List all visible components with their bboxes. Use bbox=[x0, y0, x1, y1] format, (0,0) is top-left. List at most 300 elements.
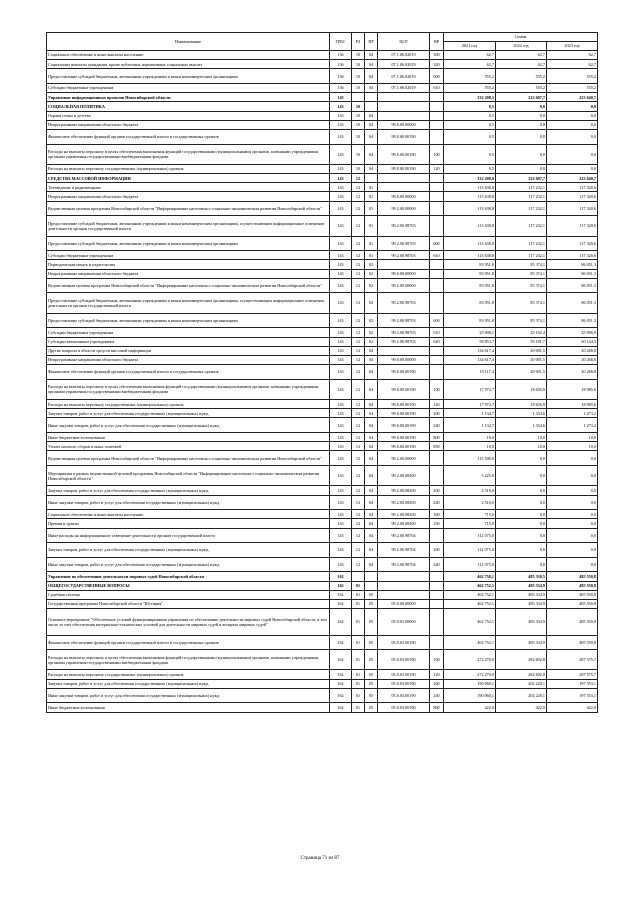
amount-2023-cell: 197 553,1 bbox=[547, 679, 598, 688]
csr-cell: 99.0.00.00190 bbox=[378, 164, 430, 173]
row-name-cell: Предоставление субсидий бюджетным, автономным учреждениям и иным некоммерческим организациям bbox=[47, 236, 330, 251]
rz-cell: 01 bbox=[352, 703, 365, 712]
amount-2023-cell: 485 550,8 bbox=[547, 581, 598, 590]
vr-cell bbox=[430, 581, 444, 590]
amount-2023-cell: 86 051,3 bbox=[547, 278, 598, 293]
amount-2021-cell: 10,0 bbox=[444, 433, 496, 442]
row-name-cell: Государственная программа Новосибирской области "Юстиция" bbox=[47, 599, 330, 608]
amount-2022-cell: 117 232,1 bbox=[496, 251, 547, 260]
csr-cell: 99.0.00.00000 bbox=[378, 120, 430, 129]
vr-cell bbox=[430, 635, 444, 650]
amount-2022-cell: 202 220,1 bbox=[496, 679, 547, 688]
amount-2022-cell: 485 334,9 bbox=[496, 590, 547, 599]
csr-cell bbox=[378, 93, 430, 102]
rz-cell: 12 bbox=[352, 183, 365, 192]
row-name-cell: Ведомственная целевая программа Новосибирской области "Информирование населения о социально-экономическом развитии Новосибирской области" bbox=[47, 201, 330, 216]
vr-cell bbox=[430, 183, 444, 192]
amount-2022-cell: 0,0 bbox=[496, 466, 547, 486]
amount-2021-cell: 2 510,0 bbox=[444, 486, 496, 495]
amount-2021-cell: 332 208,0 bbox=[444, 174, 496, 183]
grbs-cell: 143 bbox=[330, 355, 352, 364]
pr-cell: 02 bbox=[365, 313, 378, 328]
amount-2022-cell: 0,0 bbox=[496, 451, 547, 466]
amount-2022-cell: 18 656,9 bbox=[496, 400, 547, 409]
amount-2023-cell: 1 273,2 bbox=[547, 418, 598, 433]
pr-cell: 05 bbox=[365, 703, 378, 712]
rz-cell: 10 bbox=[352, 111, 365, 120]
amount-2023-cell: 223 640,7 bbox=[547, 174, 598, 183]
vr-cell bbox=[430, 111, 444, 120]
rz-cell: 12 bbox=[352, 543, 365, 558]
amount-2022-cell: 85 374,1 bbox=[496, 278, 547, 293]
csr-cell: 05.0.03.00190 bbox=[378, 703, 430, 712]
vr-cell: 120 bbox=[430, 400, 444, 409]
row-name-cell: Иные закупки товаров, работ и услуг для обеспечения государственных (муниципальных) нужд bbox=[47, 495, 330, 510]
vr-cell: 600 bbox=[430, 236, 444, 251]
csr-cell: 99.2.00.98704 bbox=[378, 557, 430, 572]
rz-cell: 12 bbox=[352, 337, 365, 346]
amount-2021-cell: 555,2 bbox=[444, 83, 496, 92]
row-name-cell: Мероприятия в рамках ведомственной целевой программы Новосибирской области "Информирование населения о социально-экономическом развитии Новосибирской области" bbox=[47, 466, 330, 486]
amount-2021-cell: 113 638,8 bbox=[444, 251, 496, 260]
csr-cell bbox=[378, 260, 430, 269]
row-name-cell: Субсидии бюджетным учреждениям bbox=[47, 83, 330, 92]
table-row bbox=[47, 328, 598, 337]
csr-cell: 05.0.03.00190 bbox=[378, 688, 430, 703]
row-name-cell: ОБЩЕГОСУДАРСТВЕННЫЕ ВОПРОСЫ bbox=[47, 581, 330, 590]
pr-cell: 04 bbox=[365, 486, 378, 495]
row-name-cell: Расходы на выплаты персоналу в целях обеспечения выполнения функций государственными (муниципальными) органами, казенными учреждениями, органами управления государственными внебюджетными фондами bbox=[47, 379, 330, 399]
table-row bbox=[47, 192, 598, 201]
pr-cell: 04 bbox=[365, 51, 378, 60]
grbs-cell: 143 bbox=[330, 543, 352, 558]
amount-2022-cell: 18 656,9 bbox=[496, 379, 547, 399]
amount-2021-cell: 462 752,1 bbox=[444, 609, 496, 635]
header-year-2023: 2023 год bbox=[547, 42, 598, 51]
pr-cell: 05 bbox=[365, 650, 378, 670]
amount-2022-cell: 1 334,6 bbox=[496, 409, 547, 418]
csr-cell: 99.2.00.00000 bbox=[378, 201, 430, 216]
amount-2023-cell: 86 051,3 bbox=[547, 313, 598, 328]
grbs-cell: 143 bbox=[330, 451, 352, 466]
amount-2021-cell: 1 134,7 bbox=[444, 409, 496, 418]
grbs-cell: 143 bbox=[330, 557, 352, 572]
grbs-cell: 143 bbox=[330, 269, 352, 278]
row-name-cell: Иные бюджетные ассигнования bbox=[47, 703, 330, 712]
grbs-cell: 143 bbox=[330, 293, 352, 313]
table-row bbox=[47, 60, 598, 69]
amount-2023-cell: 25 906,9 bbox=[547, 328, 598, 337]
row-name-cell: Иные закупки товаров, работ и услуг для обеспечения государственных (муниципальных) нужд bbox=[47, 418, 330, 433]
amount-2023-cell: 0,0 bbox=[547, 519, 598, 528]
pr-cell: 04 bbox=[365, 418, 378, 433]
pr-cell: 05 bbox=[365, 599, 378, 608]
grbs-cell: 143 bbox=[330, 216, 352, 236]
pr-cell: 04 bbox=[365, 433, 378, 442]
rz-cell: 12 bbox=[352, 528, 365, 543]
amount-2023-cell: 287 575,7 bbox=[547, 650, 598, 670]
grbs-cell: 143 bbox=[330, 144, 352, 164]
vr-cell bbox=[430, 201, 444, 216]
csr-cell: 05.0.03.00000 bbox=[378, 609, 430, 635]
pr-cell: 04 bbox=[365, 60, 378, 69]
rz-cell: 10 bbox=[352, 83, 365, 92]
amount-2023-cell: 117 320,6 bbox=[547, 236, 598, 251]
csr-cell: 99.2.00.00000 bbox=[378, 278, 430, 293]
amount-2021-cell: 0,5 bbox=[444, 164, 496, 173]
table-row bbox=[47, 120, 598, 129]
amount-2023-cell: 60 144,5 bbox=[547, 337, 598, 346]
rz-cell: 10 bbox=[352, 144, 365, 164]
row-name-cell: Финансовое обеспечение функций органов государственной власти и государственных органов bbox=[47, 129, 330, 144]
header-year-2022: 2022 год bbox=[496, 42, 547, 51]
rz-cell: 12 bbox=[352, 269, 365, 278]
amount-2023-cell: 20 268,8 bbox=[547, 365, 598, 380]
pr-cell: 04 bbox=[365, 129, 378, 144]
pr-cell: 04 bbox=[365, 346, 378, 355]
row-name-cell: Социальное обеспечение и иные выплаты населению bbox=[47, 51, 330, 60]
amount-2022-cell: 0,0 bbox=[496, 129, 547, 144]
csr-cell: 99.0.00.00190 bbox=[378, 400, 430, 409]
csr-cell: 07.1.06.02019 bbox=[378, 60, 430, 69]
rz-cell: 12 bbox=[352, 365, 365, 380]
table-row bbox=[47, 590, 598, 599]
csr-cell: 99.2.00.08200 bbox=[378, 519, 430, 528]
amount-2021-cell: 112 075,0 bbox=[444, 557, 496, 572]
header-name: Наименование bbox=[47, 33, 330, 51]
amount-2022-cell: 20 001,5 bbox=[496, 365, 547, 380]
csr-cell bbox=[378, 346, 430, 355]
row-name-cell: Социальное обеспечение и иные выплаты населению bbox=[47, 510, 330, 519]
csr-cell: 07.1.06.02019 bbox=[378, 83, 430, 92]
rz-cell: 12 bbox=[352, 236, 365, 251]
amount-2023-cell: 0,0 bbox=[547, 144, 598, 164]
table-row bbox=[47, 346, 598, 355]
amount-2022-cell: 117 232,1 bbox=[496, 183, 547, 192]
amount-2021-cell: 112 075,0 bbox=[444, 543, 496, 558]
amount-2022-cell: 485 334,9 bbox=[496, 609, 547, 635]
pr-cell: 04 bbox=[365, 519, 378, 528]
grbs-cell: 143 bbox=[330, 102, 352, 111]
vr-cell: 120 bbox=[430, 164, 444, 173]
amount-2023-cell: 20 268,8 bbox=[547, 355, 598, 364]
vr-cell bbox=[430, 93, 444, 102]
grbs-cell: 143 bbox=[330, 442, 352, 451]
csr-cell: 99.0.00.00190 bbox=[378, 379, 430, 399]
amount-2022-cell: 85 374,1 bbox=[496, 293, 547, 313]
vr-cell bbox=[430, 216, 444, 236]
amount-2022-cell: 0,0 bbox=[496, 120, 547, 129]
amount-2023-cell: 0,0 bbox=[547, 451, 598, 466]
csr-cell: 05.0.03.00190 bbox=[378, 670, 430, 679]
vr-cell: 850 bbox=[430, 442, 444, 451]
table-row bbox=[47, 51, 598, 60]
grbs-cell: 162 bbox=[330, 679, 352, 688]
rz-cell: 01 bbox=[352, 590, 365, 599]
amount-2022-cell: 222 607,7 bbox=[496, 93, 547, 102]
amount-2023-cell: 1 273,2 bbox=[547, 409, 598, 418]
pr-cell: 01 bbox=[365, 236, 378, 251]
table-row bbox=[47, 201, 598, 216]
amount-2023-cell: 485 550,8 bbox=[547, 609, 598, 635]
table-row bbox=[47, 111, 598, 120]
amount-2021-cell: 10,0 bbox=[444, 442, 496, 451]
pr-cell bbox=[365, 102, 378, 111]
grbs-cell: 143 bbox=[330, 519, 352, 528]
header-csr: ЦСР bbox=[378, 33, 430, 51]
amount-2022-cell: 0,0 bbox=[496, 111, 547, 120]
rz-cell: 12 bbox=[352, 433, 365, 442]
grbs-cell: 143 bbox=[330, 466, 352, 486]
vr-cell: 620 bbox=[430, 337, 444, 346]
amount-2022-cell: 555,2 bbox=[496, 83, 547, 92]
vr-cell: 200 bbox=[430, 409, 444, 418]
table-row bbox=[47, 650, 598, 670]
pr-cell: 04 bbox=[365, 543, 378, 558]
pr-cell: 02 bbox=[365, 293, 378, 313]
pr-cell: 05 bbox=[365, 670, 378, 679]
table-row bbox=[47, 93, 598, 102]
amount-2021-cell: 134 617,4 bbox=[444, 355, 496, 364]
amount-2021-cell: 83 951,8 bbox=[444, 293, 496, 313]
grbs-cell: 143 bbox=[330, 120, 352, 129]
table-row bbox=[47, 688, 598, 703]
vr-cell bbox=[430, 269, 444, 278]
grbs-cell: 136 bbox=[330, 69, 352, 84]
vr-cell: 240 bbox=[430, 557, 444, 572]
amount-2021-cell: 715,0 bbox=[444, 510, 496, 519]
pr-cell: 04 bbox=[365, 528, 378, 543]
pr-cell: 04 bbox=[365, 164, 378, 173]
csr-cell bbox=[378, 572, 430, 581]
table-header bbox=[47, 33, 598, 51]
amount-2022-cell: 485 334,9 bbox=[496, 581, 547, 590]
row-name-cell: Непрограммные направления областного бюджета bbox=[47, 269, 330, 278]
row-name-cell: Основное мероприятие "Обеспечение условий функционирования управления по обеспечению деятельности мировых судей Новосибирской области, в том числе за счет обеспечения материально-технических условий для деятельности мировых судей и аппарата мировых судей" bbox=[47, 609, 330, 635]
table-row bbox=[47, 269, 598, 278]
csr-cell: 99.0.00.00000 bbox=[378, 192, 430, 201]
grbs-cell: 143 bbox=[330, 278, 352, 293]
pr-cell bbox=[365, 572, 378, 581]
amount-2023-cell: 485 550,8 bbox=[547, 635, 598, 650]
amount-2021-cell: 272 270,0 bbox=[444, 670, 496, 679]
row-name-cell: Другие вопросы в области средств массовой информации bbox=[47, 346, 330, 355]
row-name-cell: Иные закупки товаров, работ и услуг для обеспечения государственных (муниципальных) нужд bbox=[47, 557, 330, 572]
grbs-cell: 143 bbox=[330, 129, 352, 144]
amount-2021-cell: 332 208,5 bbox=[444, 93, 496, 102]
grbs-cell: 143 bbox=[330, 164, 352, 173]
rz-cell: 12 bbox=[352, 557, 365, 572]
row-name-cell: Премии и гранты bbox=[47, 519, 330, 528]
pr-cell: 01 bbox=[365, 251, 378, 260]
rz-cell: 12 bbox=[352, 355, 365, 364]
row-name-cell: Закупка товаров, работ и услуг для обеспечения государственных (муниципальных) нужд bbox=[47, 409, 330, 418]
amount-2021-cell: 25 098,1 bbox=[444, 328, 496, 337]
pr-cell: 01 bbox=[365, 201, 378, 216]
amount-2023-cell: 0,0 bbox=[547, 102, 598, 111]
vr-cell: 300 bbox=[430, 51, 444, 60]
amount-2022-cell: 117 232,1 bbox=[496, 216, 547, 236]
vr-cell: 800 bbox=[430, 433, 444, 442]
pr-cell: 04 bbox=[365, 466, 378, 486]
csr-cell bbox=[378, 174, 430, 183]
grbs-cell: 143 bbox=[330, 433, 352, 442]
amount-2022-cell: 0,0 bbox=[496, 543, 547, 558]
rz-cell: 12 bbox=[352, 442, 365, 451]
table-row bbox=[47, 293, 598, 313]
rz-cell: 12 bbox=[352, 451, 365, 466]
grbs-cell: 136 bbox=[330, 83, 352, 92]
vr-cell bbox=[430, 572, 444, 581]
pr-cell: 04 bbox=[365, 442, 378, 451]
amount-2023-cell: 0,0 bbox=[547, 557, 598, 572]
vr-cell: 120 bbox=[430, 670, 444, 679]
grbs-cell: 143 bbox=[330, 510, 352, 519]
amount-2023-cell: 485 550,8 bbox=[547, 572, 598, 581]
csr-cell: 99.0.00.00000 bbox=[378, 355, 430, 364]
pr-cell: 04 bbox=[365, 120, 378, 129]
rz-cell: 01 bbox=[352, 599, 365, 608]
rz-cell: 10 bbox=[352, 120, 365, 129]
table-row bbox=[47, 433, 598, 442]
amount-2022-cell: 10,0 bbox=[496, 433, 547, 442]
vr-cell bbox=[430, 129, 444, 144]
amount-2021-cell: 83 951,8 bbox=[444, 260, 496, 269]
pr-cell bbox=[365, 581, 378, 590]
csr-cell: 99.0.00.00190 bbox=[378, 365, 430, 380]
row-name-cell: Управление по обеспечению деятельности мировых судей Новосибирской области bbox=[47, 572, 330, 581]
pr-cell: 04 bbox=[365, 409, 378, 418]
amount-2022-cell: 0,0 bbox=[496, 164, 547, 173]
csr-cell: 05.0.03.00190 bbox=[378, 650, 430, 670]
row-name-cell: Финансовое обеспечение функций органов государственной власти и государственных органов bbox=[47, 635, 330, 650]
vr-cell: 350 bbox=[430, 519, 444, 528]
amount-2021-cell: 0,5 bbox=[444, 144, 496, 164]
grbs-cell: 162 bbox=[330, 581, 352, 590]
rz-cell: 10 bbox=[352, 164, 365, 173]
csr-cell: 99.2.00.98703 bbox=[378, 337, 430, 346]
amount-2023-cell: 0,0 bbox=[547, 111, 598, 120]
table-row bbox=[47, 365, 598, 380]
amount-2022-cell: 117 232,1 bbox=[496, 192, 547, 201]
grbs-cell: 143 bbox=[330, 528, 352, 543]
vr-cell: 300 bbox=[430, 510, 444, 519]
amount-2021-cell: 2 510,0 bbox=[444, 495, 496, 510]
grbs-cell: 162 bbox=[330, 609, 352, 635]
amount-2023-cell: 117 320,6 bbox=[547, 251, 598, 260]
vr-cell bbox=[430, 365, 444, 380]
amount-2022-cell: 117 232,1 bbox=[496, 236, 547, 251]
grbs-cell: 143 bbox=[330, 418, 352, 433]
amount-2023-cell: 223 640,7 bbox=[547, 93, 598, 102]
amount-2023-cell: 117 320,6 bbox=[547, 192, 598, 201]
grbs-cell: 143 bbox=[330, 379, 352, 399]
grbs-cell: 162 bbox=[330, 688, 352, 703]
table-row bbox=[47, 495, 598, 510]
grbs-cell: 143 bbox=[330, 236, 352, 251]
budget-table bbox=[46, 32, 598, 713]
grbs-cell: 143 bbox=[330, 313, 352, 328]
vr-cell bbox=[430, 528, 444, 543]
table-row bbox=[47, 102, 598, 111]
csr-cell: 99.2.00.98703 bbox=[378, 313, 430, 328]
table-row bbox=[47, 451, 598, 466]
pr-cell: 02 bbox=[365, 269, 378, 278]
vr-cell bbox=[430, 293, 444, 313]
csr-cell: 05.0.00.00000 bbox=[378, 599, 430, 608]
rz-cell: 12 bbox=[352, 379, 365, 399]
pr-cell: 04 bbox=[365, 557, 378, 572]
amount-2023-cell: 422,0 bbox=[547, 703, 598, 712]
pr-cell: 01 bbox=[365, 192, 378, 201]
csr-cell: 99.2.00.08200 bbox=[378, 486, 430, 495]
grbs-cell: 162 bbox=[330, 599, 352, 608]
row-name-cell: Ведомственная целевая программа Новосибирской области "Информирование населения о социально-экономическом развитии Новосибирской области" bbox=[47, 451, 330, 466]
amount-2022-cell: 85 374,1 bbox=[496, 269, 547, 278]
amount-2022-cell: 20 001,5 bbox=[496, 355, 547, 364]
row-name-cell: Расходы на выплаты персоналу в целях обеспечения выполнения функций государственными (муниципальными) органами, казенными учреждениями, органами управления государственными внебюджетными фондами bbox=[47, 144, 330, 164]
amount-2022-cell: 0,0 bbox=[496, 486, 547, 495]
pr-cell: 01 bbox=[365, 216, 378, 236]
vr-cell bbox=[430, 599, 444, 608]
pr-cell: 04 bbox=[365, 69, 378, 84]
csr-cell bbox=[378, 581, 430, 590]
amount-2021-cell: 58 853,7 bbox=[444, 337, 496, 346]
amount-2021-cell: 62,7 bbox=[444, 60, 496, 69]
row-name-cell: Ведомственная целевая программа Новосибирской области "Информирование населения о социально-экономическом развитии Новосибирской области" bbox=[47, 278, 330, 293]
csr-cell bbox=[378, 111, 430, 120]
amount-2021-cell: 113 638,8 bbox=[444, 183, 496, 192]
amount-2021-cell: 83 951,8 bbox=[444, 269, 496, 278]
vr-cell: 320 bbox=[430, 60, 444, 69]
amount-2022-cell: 282 692,8 bbox=[496, 670, 547, 679]
amount-2023-cell: 20 268,8 bbox=[547, 346, 598, 355]
grbs-cell: 162 bbox=[330, 590, 352, 599]
amount-2022-cell: 0,0 bbox=[496, 102, 547, 111]
header-sum: Сумма bbox=[444, 33, 598, 42]
amount-2021-cell: 83 951,8 bbox=[444, 313, 496, 328]
pr-cell: 05 bbox=[365, 590, 378, 599]
csr-cell: 99.2.00.98703 bbox=[378, 216, 430, 236]
rz-cell: 12 bbox=[352, 519, 365, 528]
amount-2021-cell: 462 752,1 bbox=[444, 599, 496, 608]
grbs-cell: 143 bbox=[330, 174, 352, 183]
rz-cell: 01 bbox=[352, 650, 365, 670]
pr-cell: 04 bbox=[365, 379, 378, 399]
row-name-cell: Расходы на выплаты персоналу государственных (муниципальных) органов bbox=[47, 670, 330, 679]
csr-cell: 99.2.00.08200 bbox=[378, 466, 430, 486]
table-row bbox=[47, 486, 598, 495]
table-row bbox=[47, 400, 598, 409]
amount-2021-cell: 115 500,0 bbox=[444, 451, 496, 466]
csr-cell: 99.2.00.98703 bbox=[378, 328, 430, 337]
pr-cell: 04 bbox=[365, 495, 378, 510]
row-name-cell: Расходы на выплаты персоналу государственных (муниципальных) органов bbox=[47, 164, 330, 173]
grbs-cell: 162 bbox=[330, 650, 352, 670]
table-row bbox=[47, 216, 598, 236]
table-row bbox=[47, 599, 598, 608]
amount-2023-cell: 0,0 bbox=[547, 510, 598, 519]
table-row bbox=[47, 260, 598, 269]
amount-2021-cell: 462 758,1 bbox=[444, 572, 496, 581]
grbs-cell: 136 bbox=[330, 51, 352, 60]
rz-cell: 10 bbox=[352, 51, 365, 60]
vr-cell bbox=[430, 192, 444, 201]
grbs-cell: 143 bbox=[330, 93, 352, 102]
vr-cell: 610 bbox=[430, 328, 444, 337]
amount-2021-cell: 0,5 bbox=[444, 102, 496, 111]
csr-cell: 99.2.00.00000 bbox=[378, 451, 430, 466]
